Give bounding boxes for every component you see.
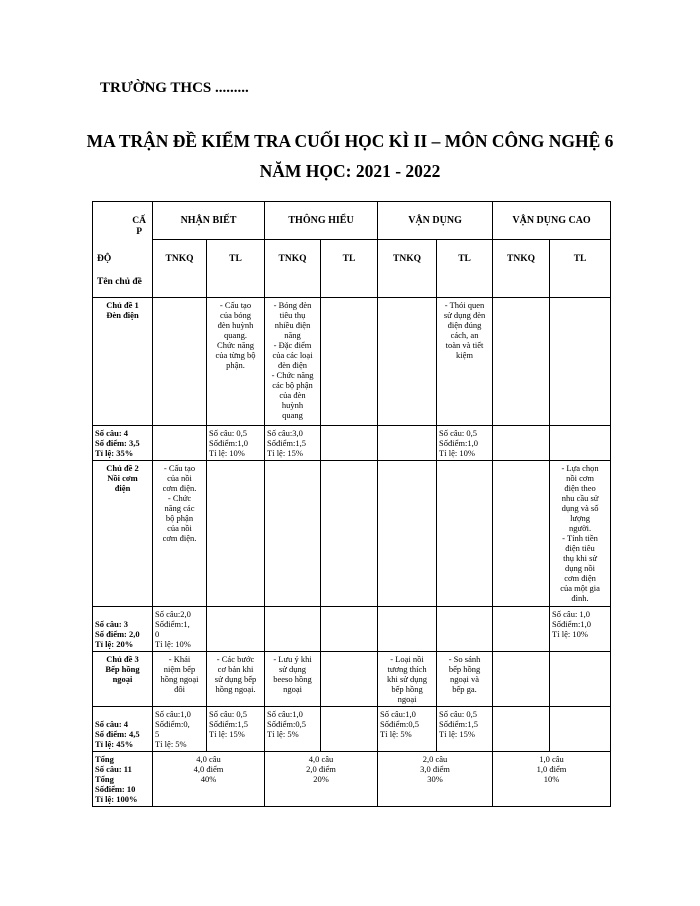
empty-cell [378,607,437,652]
topic1-th-tnkq: - Bóng đèn tiêu thụ nhiều điện năng - Đặc điểm của các loại đèn điện - Chức năng các bộ phận của đèn huỳnh quang [265,298,321,426]
topic3-nb-tnkq-stats: Số câu:1,0 Sốđiểm:0, 5 Tỉ lệ: 5% [153,707,207,752]
topic2-row [93,461,611,607]
topic2-vdc-tl-stats: Số câu: 1,0 Sốđiểm:1,0 Tỉ lệ: 10% [550,607,611,652]
topic1-stats: Số câu: 4 Số điểm: 3,5 Tỉ lệ: 35% [93,426,153,461]
topic3-vd-tl-stats: Số câu: 0,5 Sốđiểm:1,5 Tỉ lệ: 15% [437,707,493,752]
document-title: MA TRẬN ĐỀ KIỂM TRA CUỐI HỌC KÌ II – MÔN CÔNG NGHỆ 6 [86,131,614,151]
total-van-dung-cao: 1,0 câu 1,0 điểm 10% [493,752,611,807]
empty-cell [378,426,437,461]
topic2-name: Chủ đề 2 Nồi cơm điện [93,461,153,607]
empty-cell [493,607,550,652]
topic2-nb-tnkq-stats: Số câu:2,0 Sốđiểm:1, 0 Tỉ lệ: 10% [153,607,207,652]
empty-cell [207,607,265,652]
topic2-stats-row [93,607,611,652]
topic2-stats: Số câu: 3 Số điểm: 2,0 Tỉ lệ: 20% [93,607,153,652]
topic2-nb-tnkq: - Cấu tạo của nồi cơm điện. - Chức năng các bộ phận của nồi cơm điện. [153,461,207,607]
empty-cell [550,298,611,426]
topic1-vd-tl-stats: Số câu: 0,5 Sốđiểm:1,0 Tỉ lệ: 10% [437,426,493,461]
subcol-header: TNKQ [153,240,207,298]
topic3-nb-tl-stats: Số câu: 0,5 Sốđiểm:1,5 Tỉ lệ: 15% [207,707,265,752]
school-year: NĂM HỌC: 2021 - 2022 [259,161,441,181]
topic3-th-tnkq-stats: Số câu:1,0 Sốđiểm:0,5 Tỉ lệ: 5% [265,707,321,752]
total-nhan-biet: 4,0 câu 4,0 điểm 40% [153,752,265,807]
empty-cell [321,461,378,607]
topic3-vd-tl: - So sánh bếp hồng ngoại và bếp ga. [437,652,493,707]
subcol-header: TL [321,240,378,298]
empty-cell [153,426,207,461]
subcol-header: TNKQ [493,240,550,298]
test-matrix-table [92,201,611,807]
empty-cell [378,298,437,426]
topic1-stats-row [93,426,611,461]
topic3-name: Chủ đề 3 Bếp hồng ngoại [93,652,153,707]
level-thong-hieu: THÔNG HIỂU [265,202,378,240]
total-thong-hieu: 4,0 câu 2,0 điểm 20% [265,752,378,807]
topic1-th-tnkq-stats: Số câu:3,0 Sốđiểm:1,5 Tỉ lệ: 15% [265,426,321,461]
empty-cell [493,707,550,752]
subcol-header: TL [550,240,611,298]
topic3-vd-tnkq-stats: Số câu:1,0 Sốđiểm:0,5 Tỉ lệ: 5% [378,707,437,752]
empty-cell [550,707,611,752]
total-label: Tổng Số câu: 11 Tổng Sốđiểm: 10 Tỉ lệ: 100% [93,752,153,807]
cap-label: CẤ P [132,216,146,237]
level-nhan-biet: NHẬN BIẾT [153,202,265,240]
empty-cell [550,652,611,707]
topic3-nb-tl: - Các bước cơ bản khi sử dụng bếp hồng ngoại. [207,652,265,707]
empty-cell [321,607,378,652]
topic3-stats-row [93,707,611,752]
topic1-nb-tl: - Cấu tạo của bóng đèn huỳnh quang. Chức năng của từng bộ phận. [207,298,265,426]
topic1-nb-tl-stats: Số câu: 0,5 Sốđiểm:1,0 Tỉ lệ: 10% [207,426,265,461]
empty-cell [378,461,437,607]
topic-label: Tên chủ đề [97,277,142,287]
empty-cell [265,461,321,607]
topic3-row [93,652,611,707]
topic3-stats: Số câu: 4 Số điểm: 4,5 Tỉ lệ: 45% [93,707,153,752]
empty-cell [321,707,378,752]
empty-cell [493,652,550,707]
topic2-vdc-tl: - Lựa chọn nồi cơm điện theo nhu cầu sử dụng và số lượng người. - Tính tiền điện tiêu thụ khi sử dụng nồi cơm điện của một gia đình. [550,461,611,607]
empty-cell [493,426,550,461]
topic3-nb-tnkq: - Khái niệm bếp hồng ngoại đôi [153,652,207,707]
subcol-header: TNKQ [265,240,321,298]
empty-cell [321,298,378,426]
empty-cell [321,426,378,461]
topic3-th-tnkq: - Lưu ý khi sử dụng beeso hồng ngoại [265,652,321,707]
empty-cell [153,298,207,426]
empty-cell [265,607,321,652]
level-header-row [93,202,611,240]
topic3-vd-tnkq: - Loại nồi tương thích khi sử dụng bếp hồng ngoại [378,652,437,707]
subcol-header-row [93,240,611,298]
topic1-row [93,298,611,426]
empty-cell [437,607,493,652]
subcol-header: TNKQ [378,240,437,298]
school-name: TRƯỜNG THCS ......... [100,80,249,96]
empty-cell [207,461,265,607]
empty-cell [437,461,493,607]
corner-cell [93,202,153,298]
subcol-header: TL [207,240,265,298]
subcol-header: TL [437,240,493,298]
level-van-dung: VẬN DỤNG [378,202,493,240]
total-row [93,752,611,807]
empty-cell [493,298,550,426]
topic1-name: Chủ đề 1 Đèn điện [93,298,153,426]
empty-cell [493,461,550,607]
total-van-dung: 2,0 câu 3,0 điểm 30% [378,752,493,807]
empty-cell [321,652,378,707]
level-van-dung-cao: VẬN DỤNG CAO [493,202,611,240]
do-label: ĐỘ [97,254,112,264]
empty-cell [550,426,611,461]
topic1-vd-tl: - Thói quen sử dụng đèn điện đúng cách, an toàn và tiết kiệm [437,298,493,426]
